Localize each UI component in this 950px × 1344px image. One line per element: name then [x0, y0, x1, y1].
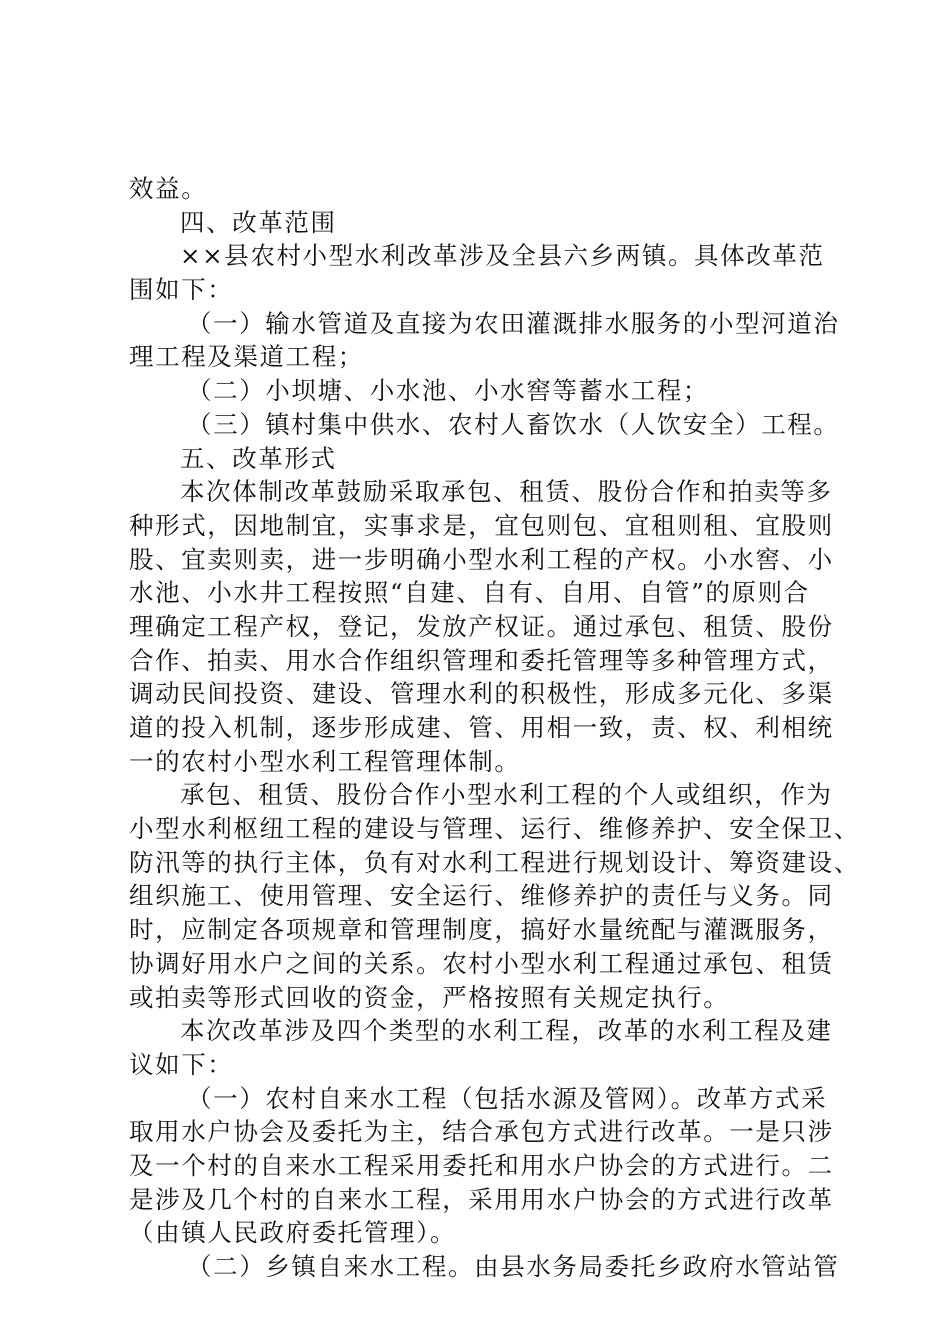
text-line: 协调好用水户之间的关系。农村小型水利工程通过承包、租赁 — [129, 948, 834, 978]
section-heading-form: 五、改革形式 — [180, 443, 337, 473]
text-line: 效益。 — [129, 174, 208, 203]
text-line: 围如下： — [129, 275, 234, 305]
text-line: 时，应制定各项规章和管理制度，搞好水量统配与灌溉服务， — [129, 915, 834, 945]
text-line: 防汛等的执行主体，负有对水利工程进行规划设计、筹资建设、 — [129, 847, 860, 877]
text-line: 小型水利枢纽工程的建设与管理、运行、维修养护、安全保卫、 — [129, 814, 860, 844]
list-item: （二）小坝塘、小水池、小水窖等蓄水工程； — [187, 376, 709, 406]
text-line: ××县农村小型水利改革涉及全县六乡两镇。具体改革范 — [180, 241, 825, 271]
text-line: 种形式，因地制宜，实事求是，宜包则包、宜租则租、宜股则 — [129, 510, 834, 540]
text-line: 取用水户协会及委托为主，结合承包方式进行改革。一是只涉 — [129, 1117, 834, 1147]
section-heading-scope: 四、改革范围 — [180, 207, 337, 237]
text-line: 是涉及几个村的自来水工程，采用用水户协会的方式进行改革 — [129, 1184, 834, 1214]
text-line: 股、宜卖则卖，进一步明确小型水利工程的产权。小水窖、小 — [129, 544, 834, 574]
list-item: （一）输水管道及直接为农田灌溉排水服务的小型河道治 — [187, 308, 840, 338]
document-body — [129, 172, 860, 1284]
text-line: 调动民间投资、建设、管理水利的积极性，形成多元化、多渠 — [129, 679, 834, 709]
text-line: 理确定工程产权，登记，发放产权证。通过承包、租赁、股份 — [129, 611, 834, 641]
list-item: （一）农村自来水工程（包括水源及管网）。改革方式采 — [187, 1083, 828, 1113]
text-line: 水池、小水井工程按照“自建、自有、自用、自管”的原则合 — [129, 578, 810, 608]
text-line: 或拍卖等形式回收的资金，严格按照有关规定执行。 — [129, 982, 730, 1012]
text-line: 承包、租赁、股份合作小型水利工程的个人或组织，作为 — [180, 780, 833, 810]
text-line: 及一个村的自来水工程采用委托和用水户协会的方式进行。二 — [129, 1150, 834, 1180]
text-line: 组织施工、使用管理、安全运行、维修养护的责任与义务。同 — [129, 881, 834, 911]
text-line: 议如下： — [129, 1049, 234, 1079]
text-line: 合作、拍卖、用水合作组织管理和委托管理等多种管理方式， — [129, 645, 834, 675]
text-line: 本次改革涉及四个类型的水利工程，改革的水利工程及建 — [180, 1016, 833, 1046]
text-line: 一的农村小型水利工程管理体制。 — [129, 746, 521, 776]
text-line: 理工程及渠道工程； — [129, 342, 364, 372]
list-item: （二）乡镇自来水工程。由县水务局委托乡政府水管站管 — [187, 1252, 840, 1281]
text-line: （由镇人民政府委托管理）。 — [129, 1218, 457, 1248]
text-line: 道的投入机制，逐步形成建、管、用相一致，责、权、利相统 — [129, 713, 834, 742]
list-item: （三）镇村集中供水、农村人畜饮水（人饮安全）工程。 — [187, 409, 840, 439]
text-line: 本次体制改革鼓励采取承包、租赁、股份合作和拍卖等多 — [180, 477, 833, 507]
